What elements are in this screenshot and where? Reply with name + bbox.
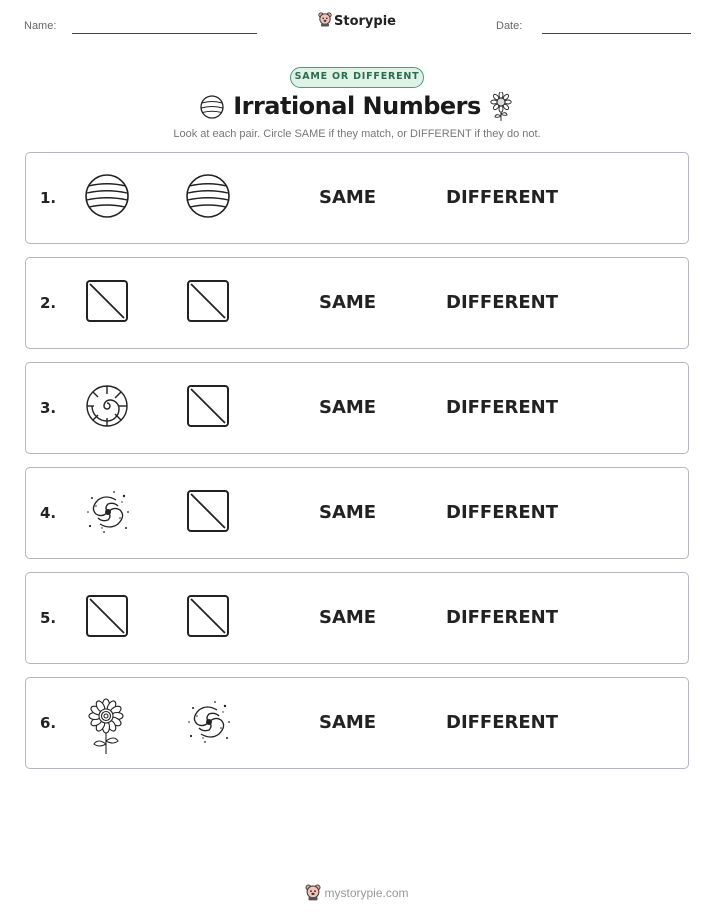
planet-icon: [84, 173, 130, 223]
different-option[interactable]: DIFFERENT: [446, 502, 559, 523]
date-label: Date:: [496, 20, 523, 32]
comparison-row: [25, 362, 689, 454]
comparison-row: [25, 467, 689, 559]
galaxy-icon: [84, 488, 132, 540]
square-diagonal-icon: [84, 278, 130, 328]
different-option[interactable]: DIFFERENT: [446, 292, 559, 313]
footer: [0, 884, 714, 904]
row-number: 3.: [40, 399, 57, 417]
square-diagonal-icon: [84, 593, 130, 643]
square-diagonal-icon: [185, 593, 231, 643]
different-option[interactable]: DIFFERENT: [446, 397, 559, 418]
brand-name: Storypie: [334, 14, 396, 29]
storypie-bear-logo-icon: [305, 884, 321, 904]
comparison-row: [25, 152, 689, 244]
storypie-bear-logo-icon: [318, 12, 332, 31]
row-number: 2.: [40, 294, 57, 312]
activity-badge: SAME OR DIFFERENT: [290, 67, 424, 88]
sunflower-icon: [84, 698, 128, 760]
different-option[interactable]: DIFFERENT: [446, 607, 559, 628]
comparison-row: [25, 572, 689, 664]
same-option[interactable]: SAME: [319, 292, 377, 313]
square-diagonal-icon: [185, 383, 231, 433]
same-option[interactable]: SAME: [319, 607, 377, 628]
square-diagonal-icon: [185, 278, 231, 328]
same-option[interactable]: SAME: [319, 397, 377, 418]
different-option[interactable]: DIFFERENT: [446, 187, 559, 208]
brand: [0, 12, 714, 31]
row-number: 5.: [40, 609, 57, 627]
square-diagonal-icon: [185, 488, 231, 538]
row-number: 6.: [40, 714, 57, 732]
instructions: Look at each pair. Circle SAME if they match, or DIFFERENT if they do not.: [173, 128, 541, 140]
page-title: Irrational Numbers: [233, 92, 481, 120]
same-option[interactable]: SAME: [319, 187, 377, 208]
different-option[interactable]: DIFFERENT: [446, 712, 559, 733]
planet-icon: [185, 173, 231, 223]
date-line[interactable]: [542, 33, 691, 34]
comparison-row: [25, 257, 689, 349]
row-number: 1.: [40, 189, 57, 207]
nautilus-shell-icon: [84, 383, 130, 433]
name-label: Name:: [24, 20, 57, 32]
same-option[interactable]: SAME: [319, 712, 377, 733]
name-line[interactable]: [72, 33, 257, 34]
row-number: 4.: [40, 504, 57, 522]
footer-url[interactable]: mystorypie.com: [324, 886, 409, 901]
galaxy-icon: [185, 698, 233, 750]
comparison-row: [25, 677, 689, 769]
sunflower-icon: [488, 92, 514, 126]
same-option[interactable]: SAME: [319, 502, 377, 523]
